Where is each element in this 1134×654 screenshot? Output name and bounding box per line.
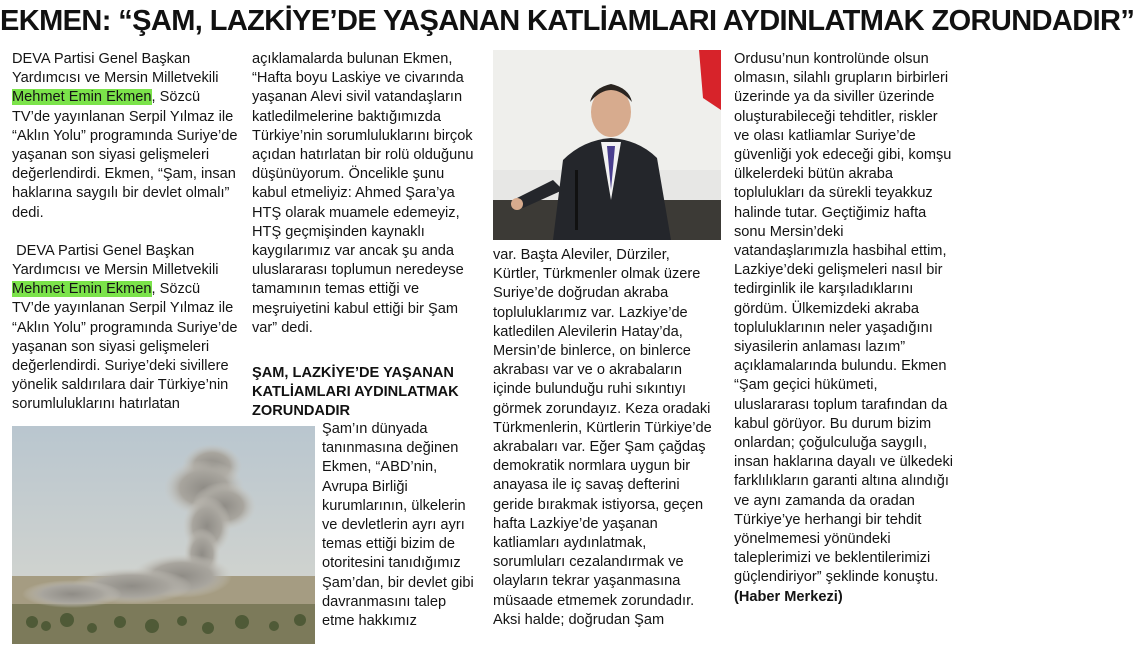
- paragraph-1-intro: DEVA Partisi Genel Başkan Yardımcısı ve Mersin Milletvekili: [12, 51, 219, 87]
- byline-credit: (Haber Merkezi): [734, 588, 843, 605]
- paragraph-6: [734, 50, 954, 607]
- paragraph-3: açıklamalarda bulunan Ekmen, “Hafta boyu Laskiye ve civarında yaşanan Alevi sivil vatandaşların katledilmelerine baktığımızda Türkiye’nin sorumluluklarını birçok açıdan hatırlatan bir rolü olduğunu düşünüyorum. Öncelikle şunu kabul etmeliyiz: Ahmed Şara’ya HTŞ olarak muamele edemeyiz, HTŞ geçmişinden kaynaklı kaygılarımız var ancak şu anda uluslararası toplumun neredeyse tamamının temas ettiği ve meşruiyetini kabul ettiği bir Şam var” dedi.: [252, 51, 474, 336]
- article-column-4: [734, 50, 954, 607]
- article-column-2: [252, 50, 478, 338]
- paragraph-4: Şam’ın dünyada tanınmasına değinen Ekmen, “ABD’nin, Avrupa Birliği kurumlarının, ülkelerin ve devletlerin ayrı ayrı temas ettiği bizim de otoritesini tanıdığımız Şam’dan, bir devlet gibi davranmasını talep etme hakkımız: [322, 421, 474, 630]
- speaker-photo: [493, 50, 721, 240]
- article-column-3: [493, 246, 719, 630]
- explosion-photo: [12, 426, 315, 644]
- subheading: ŞAM, LAZKİYE’DE YAŞANAN KATLİAMLARI AYDINLATMAK ZORUNDADIR: [252, 365, 459, 420]
- paragraph-5: var. Başta Aleviler, Dürziler, Kürtler, Türkmenler olmak üzere Suriye’de doğrudan akraba topluluklarımız var. Lazkiye’de katledilen Alevilerin Hatay’da, Mersin’de binlerce, on binlerce akrabası var ve o akrabaların içinde bulunduğu ruhi sıkıntıyı görmek zorundayız. Keza oradaki Türkmenlerin, Kürtlerin Türkiye’de akrabaları var. Eğer Şam çağdaş demokratik normlara uygun bir anayasa ile iç savaş defterini geride bırakmak istiyorsa, geçen hafta Lazkiye’de yaşanan katliamları aydınlatmak, sorumluları cezalandırmak ve olayların tekrar yaşanmasına müsaade etmemek zorundadır. Aksi halde; doğrudan Şam: [493, 247, 712, 628]
- article-column-2-continued: [322, 420, 482, 631]
- highlighted-name-2: Mehmet Emin Ekmen: [12, 281, 152, 298]
- headline: EKMEN: “ŞAM, LAZKİYE’DE YAŞANAN KATLİAMLARI AYDINLATMAK ZORUNDADIR”: [0, 5, 1134, 37]
- paragraph-6-body: Ordusu’nun kontrolünde olsun olmasın, silahlı grupların birbirleri üzerinde ya da siviller üzerinde oluşturabileceği tehditler, riskler ve olası katliamlar Suriye’de güvenliği yok edeceği gibi, komşu ülkelerdeki bütün akraba toplulukları da sürekli teyakkuz halinde tutar. Geçtiğimiz hafta sonu Mersin’deki vatandaşlarımızla hasbihal ettim, Lazkiye’deki gelişmeleri nasıl bir tedirginlik ile karşıladıklarını gördüm. Ülkemizdeki akraba topluluklarının neler yaşadığını siyasilerin anlaması lazım” açıklamalarında bulundu. Ekmen “Şam geçici hükümeti, uluslararası toplum tarafından da kabul görüyor. Bu durum bizim onlardan; çoğulculuğa saygılı, insan haklarına dayalı ve ülkedeki farklılıkların garanti altına alındığı ve aynı zamanda da oradan Türkiye’ye herhangi bir tehdit yönelmemesi yönündeki taleplerimizi ve beklentilerimizi güçlendiriyor” şeklinde konuştu.: [734, 51, 954, 586]
- paragraph-2: [12, 242, 238, 415]
- paragraph-2-body: , Sözcü TV’de yayınlanan Serpil Yılmaz ile “Aklın Yolu” programında Suriye’de yaşanan son siyasi gelişmeleri değerlendirdi. Suriye’deki sivillere yönelik saldırılara dair Türkiye’nin sorumluluklarını hatırlatan: [12, 281, 238, 413]
- paragraph-1: [12, 50, 238, 223]
- paragraph-2-intro: DEVA Partisi Genel Başkan Yardımcısı ve Mersin Milletvekili: [12, 242, 219, 279]
- article-column-1: [12, 50, 238, 415]
- paragraph-1-body: , Sözcü TV’de yayınlanan Serpil Yılmaz ile “Aklın Yolu” programında Suriye’de yaşanan son siyasi gelişmeleri değerlendirdi. Ekmen, “Şam, insan haklarına saygılı bir devlet olmalı” dedi.: [12, 89, 238, 221]
- highlighted-name: Mehmet Emin Ekmen: [12, 89, 152, 106]
